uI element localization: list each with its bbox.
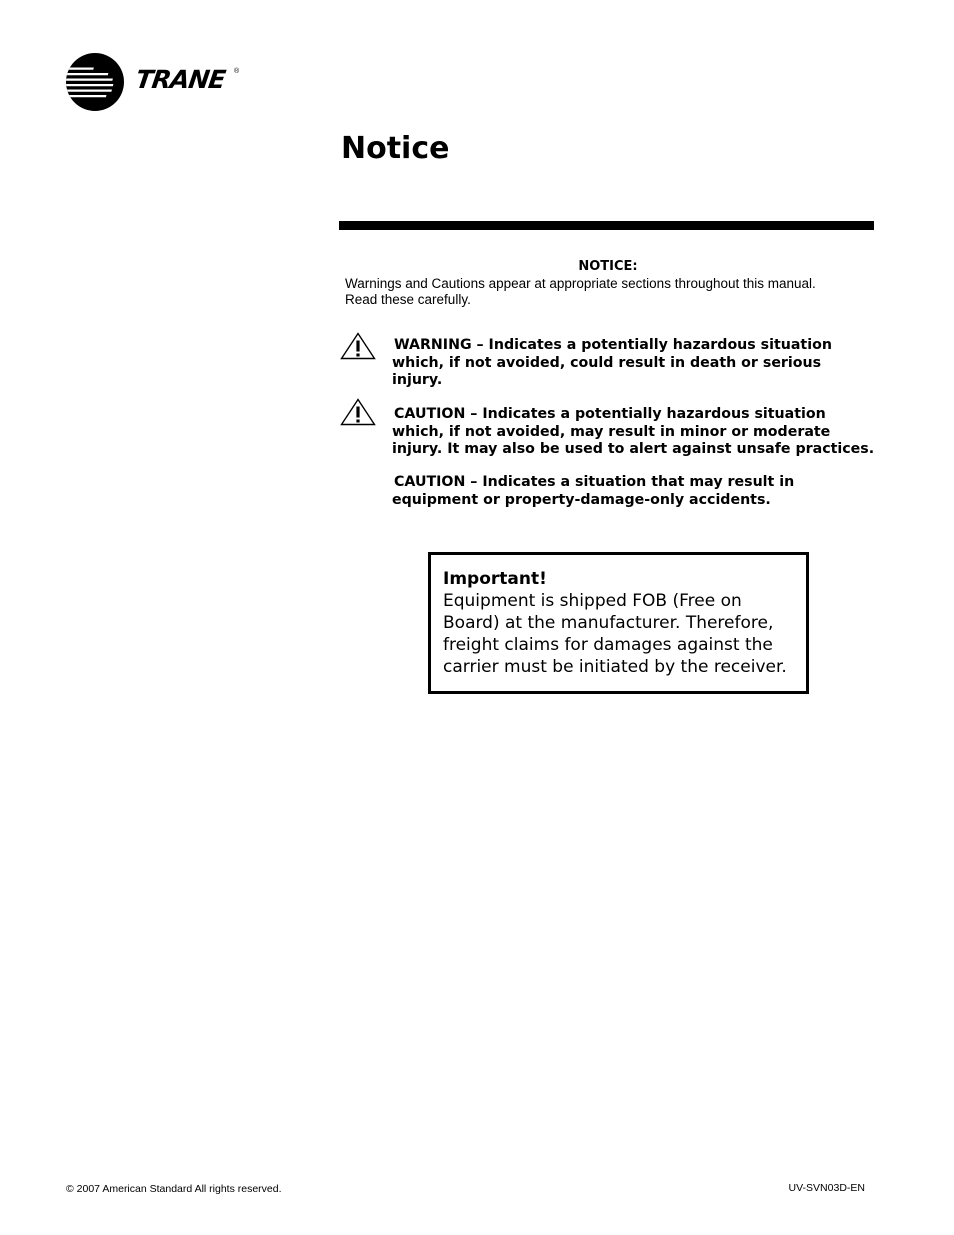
important-line: Board) at the manufacturer. Therefore, — [443, 613, 774, 633]
important-line: freight claims for damages against the — [443, 635, 773, 655]
important-line: carrier must be initiated by the receiver. — [443, 657, 787, 677]
warning-statement — [392, 337, 880, 390]
caution-line: which, if not avoided, may result in minor or moderate — [392, 423, 831, 440]
footer-doc-number: UV-SVN03D-EN — [788, 1182, 865, 1194]
caution-line: equipment or property-damage-only accidents. — [392, 491, 771, 508]
important-line: Equipment is shipped FOB (Free on — [443, 591, 742, 611]
warning-line: which, if not avoided, could result in death or serious — [392, 354, 822, 371]
footer-copyright: © 2007 American Standard All rights reserved. — [66, 1183, 282, 1195]
important-content — [443, 568, 803, 678]
important-box — [428, 552, 809, 694]
caution-line: CAUTION – Indicates a potentially hazardous situation — [394, 406, 826, 422]
warning-triangle-icon — [340, 398, 376, 426]
warning-line: WARNING – Indicates a potentially hazardous situation — [394, 337, 832, 353]
warning-line: injury. — [392, 372, 443, 388]
notice-body-line: Read these carefully. — [345, 291, 471, 307]
caution-personal-statement — [392, 406, 880, 459]
trane-circle-logo-icon — [66, 52, 126, 112]
page-title: Notice — [341, 131, 450, 166]
caution-line: injury. It may also be used to alert against unsafe practices. — [392, 441, 875, 457]
caution-line: CAUTION – Indicates a situation that may result in — [394, 474, 795, 490]
registered-mark: ® — [234, 68, 240, 75]
notice-body-line: Warnings and Cautions appear at appropriate sections throughout this manual. — [345, 276, 816, 291]
important-title: Important! — [443, 569, 547, 589]
notice-body — [345, 276, 885, 307]
notice-heading: NOTICE: — [578, 259, 638, 274]
brand-name: TRANE — [133, 65, 227, 94]
trane-logo — [66, 52, 246, 112]
title-rule — [339, 221, 874, 230]
warning-triangle-icon — [340, 332, 376, 360]
caution-property-statement — [392, 474, 880, 509]
